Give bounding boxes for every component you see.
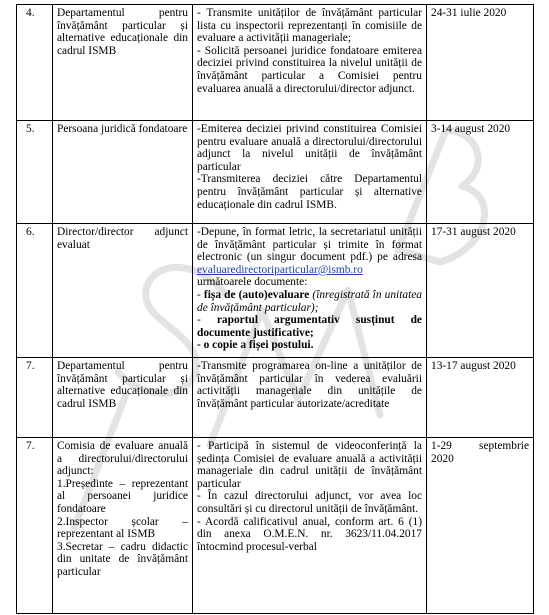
responsible-cell: Departamentul pentru învățământ particular și alternative educaționale din cadrul ISMB bbox=[53, 5, 193, 121]
actions-cell: - Participă în sistemul de videoconferință la ședința Comisiei de evaluare anuală a activității manageriale din cadrul unității de învățământ particular - În cazul directorului adjunct, vor avea loc consultări și cu directorul unității de învățământ. - Acordă calificativul anual, conform art. 6 (1) din anexa O.M.E.N. nr. 3623/11.04.2017 întocmind procesul-verbal bbox=[193, 438, 427, 614]
date-cell: 17-31 august 2020 bbox=[427, 224, 534, 358]
row-number: 7. bbox=[17, 438, 53, 614]
actions-cell: -Depune, în format letric, la secretariatul unității de învățământ particular și trimite în format electronic (un singur document pdf.) pe adresa evaluaredirectoriparticular@ismb.ro următoarele documente: - fișa de (auto)evaluare (înregistrată în unitatea de învățământ particular); - raportul argumentativ susținut de documente justificative; - o copie a fișei postului. bbox=[193, 224, 427, 358]
table-row bbox=[17, 121, 534, 224]
date-cell: 24-31 iulie 2020 bbox=[427, 5, 534, 121]
date-cell: 3-14 august 2020 bbox=[427, 121, 534, 224]
email-link[interactable]: evaluaredirectoriparticular@ismb.ro bbox=[197, 263, 363, 276]
row-number: 4. bbox=[17, 5, 53, 121]
table-row bbox=[17, 438, 534, 614]
date-cell: 1-29 septembrie 2020 bbox=[427, 438, 534, 614]
row-number: 5. bbox=[17, 121, 53, 224]
row-number: 6. bbox=[17, 224, 53, 358]
responsible-cell: Persoana juridică fondatoare bbox=[53, 121, 193, 224]
table-row bbox=[17, 5, 534, 121]
date-cell: 13-17 august 2020 bbox=[427, 358, 534, 438]
table-row bbox=[17, 358, 534, 438]
row-number: 7. bbox=[17, 358, 53, 438]
actions-cell: -Emiterea deciziei privind constituirea Comisiei pentru evaluare anuală a directorului/directorului adjunct la nivelul unității de învățământ particular -Transmiterea deciziei către Departamentul pentru învățământ particular și alternative educaționale din cadrul ISMB. bbox=[193, 121, 427, 224]
table-row bbox=[17, 224, 534, 358]
responsible-cell: Comisia de evaluare anuală a directorului/directorului adjunct: 1.Președinte – reprezentant al persoanei juridice fondatoare 2.Inspector școlar – reprezentant al ISMB 3.Secretar – cadru didactic din unitate de învățământ particular bbox=[53, 438, 193, 614]
responsible-cell: Departamentul pentru învățământ particular și alternative educaționale din cadrul ISMB bbox=[53, 358, 193, 438]
schedule-table bbox=[16, 4, 534, 614]
responsible-cell: Director/director adjunct evaluat bbox=[53, 224, 193, 358]
actions-cell: - Transmite unităților de învățământ particular lista cu inspectorii reprezentanți în comisiile de evaluare a activității manageriale; - Solicită persoanei juridice fondatoare emiterea deciziei privind constituirea la nivelul unității de învățământ particular a Comisiei pentru evaluarea anuală a directorului/director adjunct. bbox=[193, 5, 427, 121]
actions-cell: -Transmite programarea on-line a unităților de învățământ particular în vederea evaluării activității manageriale din unitățile de învățământ particular autorizate/acreditate bbox=[193, 358, 427, 438]
